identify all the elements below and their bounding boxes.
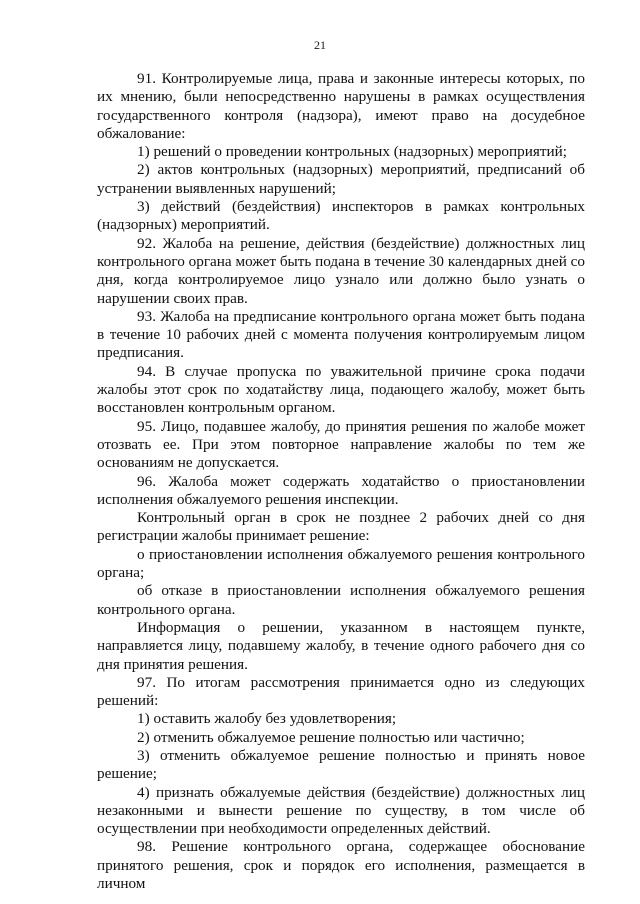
paragraph-91: 91. Контролируемые лица, права и законные интересы которых, по их мнению, были непосредственно нарушены в рамках осуществления государственного контроля (надзора), имеют право на досудебное обжалование: xyxy=(97,70,585,142)
page-number: 21 xyxy=(314,38,326,52)
decision-option-4: 4) признать обжалуемые действия (бездействие) должностных лиц незаконными и вынести решение по существу, в том числе об осуществлении при необходимости определенных действий. xyxy=(97,783,585,838)
paragraph-96-information: Информация о решении, указанном в настоящем пункте, направляется лицу, подавшему жалобу, в течение одного рабочего дня со дня принятия решения. xyxy=(97,618,585,673)
paragraph-93: 93. Жалоба на предписание контрольного органа может быть подана в течение 10 рабочих дней с момента получения контролируемым лицом предписания. xyxy=(97,307,585,362)
paragraph-96-option-suspend: о приостановлении исполнения обжалуемого решения контрольного органа; xyxy=(97,545,585,582)
paragraph-92: 92. Жалоба на решение, действия (бездействие) должностных лиц контрольного органа может быть подана в течение 30 календарных дней со дня, когда контролируемое лицо узнало или должно было узнать о нарушении своих прав. xyxy=(97,234,585,307)
decision-option-1: 1) оставить жалобу без удовлетворения; xyxy=(137,710,397,728)
decision-option-2: 2) отменить обжалуемое решение полностью или частично; xyxy=(137,728,525,746)
decision-option-3: 3) отменить обжалуемое решение полностью и принять новое решение; xyxy=(97,746,585,783)
list-item-3: 3) действий (бездействия) инспекторов в рамках контрольных (надзорных) мероприятий. xyxy=(97,198,585,234)
paragraph-94: 94. В случае пропуска по уважительной причине срока подачи жалобы этот срок по ходатайству лица, подающего жалобу, может быть восстановлен контрольным органом. xyxy=(97,362,585,417)
list-item-2: 2) актов контрольных (надзорных) мероприятий, предписаний об устранении выявленных нарушений; xyxy=(97,161,585,197)
paragraph-95: 95. Лицо, подавшее жалобу, до принятия решения по жалобе может отозвать ее. При этом повторное направление жалобы по тем же основаниям не допускается. xyxy=(97,417,585,472)
document-body xyxy=(97,70,585,893)
paragraph-98: 98. Решение контрольного органа, содержащее обоснование принятого решения, срок и порядок его исполнения, размещается в личном xyxy=(97,838,585,893)
paragraph-96-option-refuse: об отказе в приостановлении исполнения обжалуемого решения контрольного органа. xyxy=(97,582,585,618)
list-item-1: 1) решений о проведении контрольных (надзорных) мероприятий; xyxy=(137,143,567,161)
paragraph-96-decision: Контрольный орган в срок не позднее 2 рабочих дней со дня регистрации жалобы принимает решение: xyxy=(97,509,585,545)
paragraph-97: 97. По итогам рассмотрения принимается одно из следующих решений: xyxy=(97,673,585,710)
paragraph-96: 96. Жалоба может содержать ходатайство о приостановлении исполнения обжалуемого решения инспекции. xyxy=(97,472,585,508)
